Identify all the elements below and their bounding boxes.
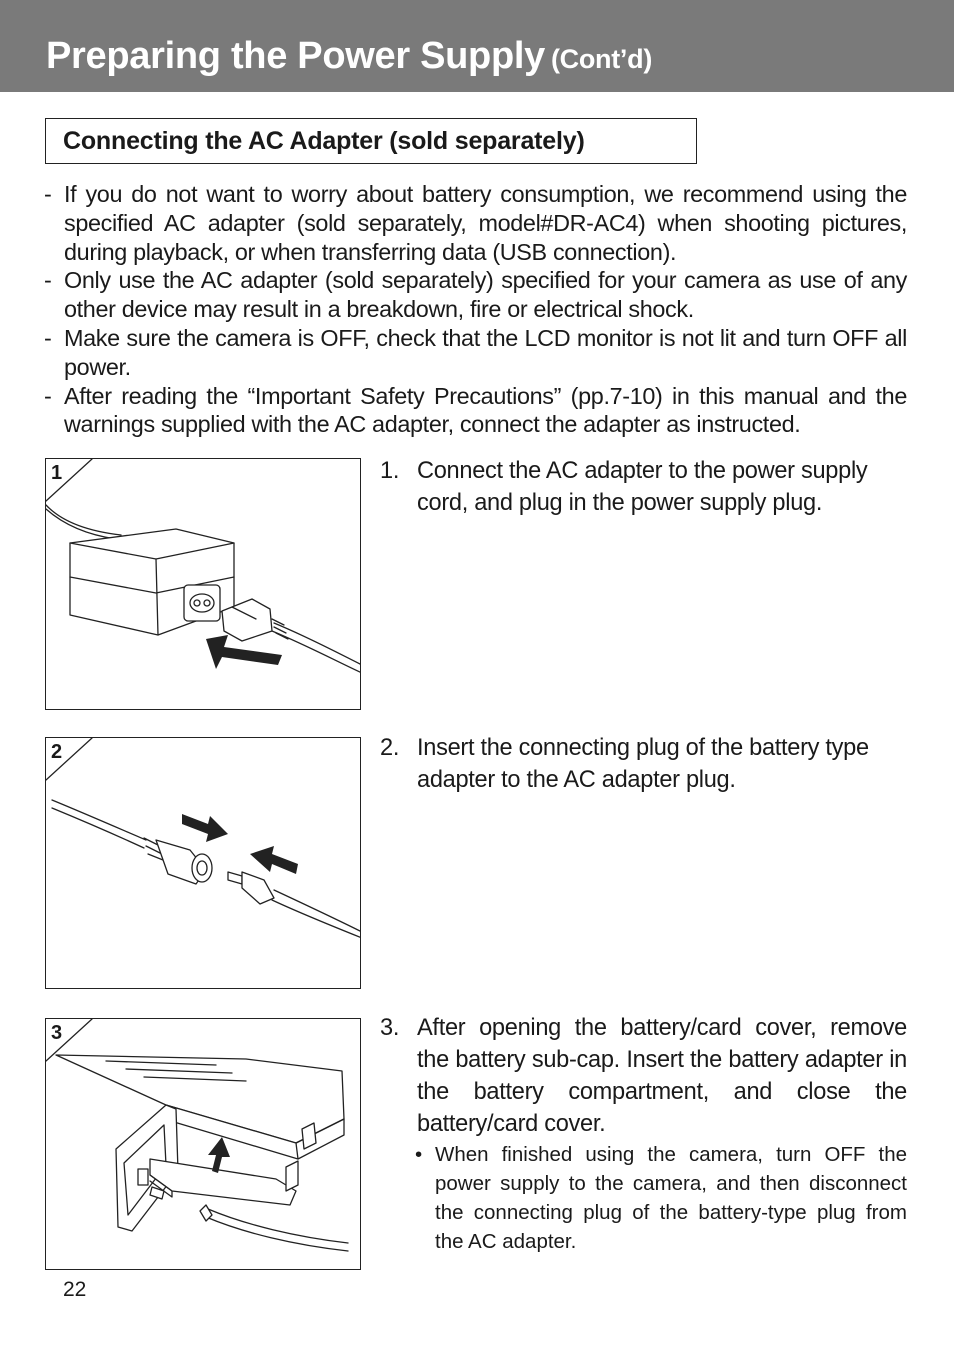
list-dash: -: [44, 382, 52, 409]
precaution-text: Only use the AC adapter (sold separately) specified for your camera as use of any other device may result in a breakdown, fire or electrical shock.: [64, 267, 907, 323]
page-title-contd: (Cont’d): [550, 44, 653, 74]
precaution-text: After reading the “Important Safety Precautions” (pp.7-10) in this manual and the warnings supplied with the AC adapter, connect the adapter as instructed.: [64, 382, 907, 438]
figure-number: 2: [51, 741, 63, 763]
page-title: [46, 30, 652, 85]
step-2: [380, 732, 907, 796]
step-number: 3.: [380, 1015, 400, 1041]
battery-type-adapter-plug-illustration: [46, 738, 361, 989]
precaution-item: [44, 382, 907, 440]
bullet-marker: •: [415, 1143, 423, 1166]
figure-3-battery-compartment-illustration: [45, 1018, 361, 1270]
step-3-note: [415, 1140, 907, 1256]
page-number: 22: [63, 1278, 87, 1301]
figure-number: 1: [51, 462, 63, 484]
precaution-text: Make sure the camera is OFF, check that the LCD monitor is not lit and turn OFF all power.: [64, 324, 907, 380]
precaution-item: [44, 266, 907, 324]
step-text: After opening the battery/card cover, remove the battery sub-cap. Insert the battery adapter in the battery compartment, and close the battery/card cover.: [417, 1015, 907, 1137]
figure-1-ac-adapter-illustration: [45, 458, 361, 710]
step-text: Connect the AC adapter to the power supply cord, and plug in the power supply plug.: [417, 458, 868, 516]
ac-adapter-plug-illustration: [46, 459, 361, 710]
page-title-main: Preparing the Power Supply: [46, 35, 545, 77]
list-dash: -: [44, 324, 52, 351]
step-1: [380, 455, 907, 519]
precaution-list: [44, 180, 907, 439]
list-dash: -: [44, 181, 52, 207]
step-number: 1.: [380, 458, 400, 484]
section-title: Connecting the AC Adapter (sold separately): [63, 127, 585, 155]
step-text: Insert the connecting plug of the battery type adapter to the AC adapter plug.: [417, 735, 869, 793]
step-number: 2.: [380, 735, 400, 761]
precaution-item: [44, 324, 907, 382]
list-dash: -: [44, 267, 52, 294]
figure-2-connecting-plug-illustration: [45, 737, 361, 989]
step-3: [380, 1012, 907, 1140]
precaution-text: If you do not want to worry about battery consumption, we recommend using the specified AC adapter (sold separately, model#DR-AC4) when shooting pictures, during playback, or when transferring data (USB connection).: [64, 181, 907, 265]
precaution-item: [44, 180, 907, 266]
step-3-note-text: When finished using the camera, turn OFF the power supply to the camera, and then disconnect the connecting plug of the battery-type plug from the AC adapter.: [435, 1143, 907, 1253]
figure-number: 3: [51, 1022, 63, 1044]
battery-adapter-insertion-illustration: [46, 1019, 361, 1270]
